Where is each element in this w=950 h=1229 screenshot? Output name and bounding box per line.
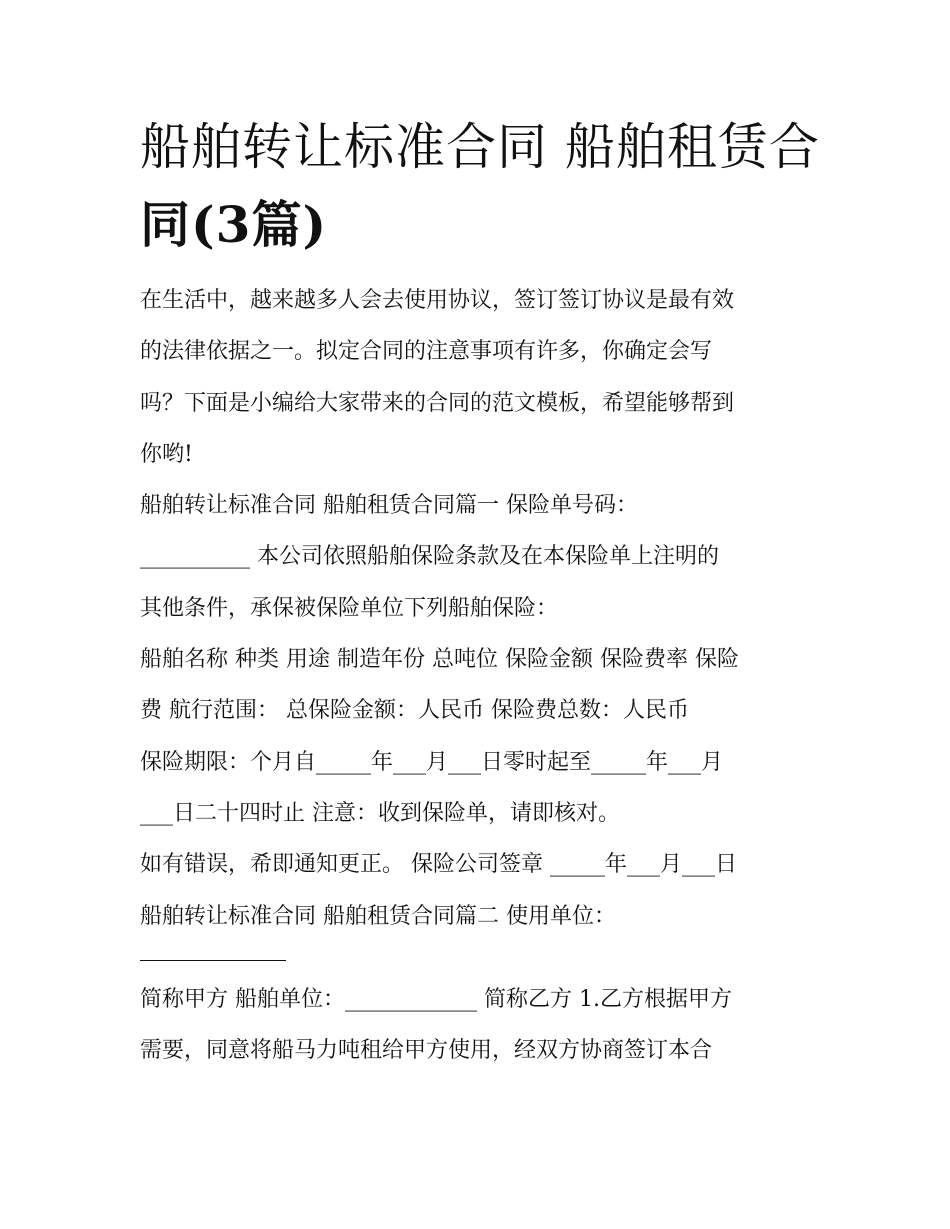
section-two-line: 需要，同意将船马力吨租给甲方使用，经双方协商签订本合 — [140, 1038, 713, 1064]
section-one-line: 船舶转让标准合同 船舶租赁合同篇一 保险单号码： — [140, 493, 638, 519]
section-two-paragraph — [140, 891, 840, 1077]
blank-rule — [140, 960, 286, 961]
ship-table-line: 费 航行范围： 总保险金额：人民币 保险费总数：人民币 — [140, 698, 689, 724]
closing-line: 如有错误，希即通知更正。 保险公司签章 _____年___月___日 — [140, 852, 737, 878]
insurance-period-line: ___日二十四时止 注意：收到保险单，请即核对。 — [140, 800, 620, 826]
ship-table-line: 船舶名称 种类 用途 制造年份 总吨位 保险金额 保险费率 保险 — [140, 647, 739, 673]
section-one-line: 其他条件，承保被保险单位下列船舶保险： — [140, 595, 559, 621]
section-one-paragraph — [140, 480, 840, 634]
intro-paragraph — [140, 275, 840, 480]
intro-line: 吗？下面是小编给大家带来的合同的范文模板，希望能够帮到 — [140, 390, 735, 416]
ship-table-paragraph — [140, 634, 840, 737]
section-two-line: 简称甲方 船舶单位：____________ 简称乙方 1.乙方根据甲方 — [140, 986, 732, 1012]
insurance-period-paragraph — [140, 737, 840, 840]
document-body — [140, 275, 840, 1076]
section-one-line: __________ 本公司依照船舶保险条款及在本保险单上注明的 — [140, 544, 719, 570]
document-title — [140, 108, 830, 264]
intro-line: 在生活中，越来越多人会去使用协议，签订签订协议是最有效 — [140, 288, 735, 313]
intro-line: 你哟! — [140, 441, 193, 467]
insurance-period-line: 保险期限：个月自_____年___月___日零时起至_____年___月 — [140, 749, 724, 775]
signature-blank — [140, 942, 840, 974]
title-line-2: 同(3篇) — [140, 195, 328, 254]
closing-paragraph — [140, 839, 840, 890]
title-line-1: 船舶转让标准合同 船舶租赁合 — [140, 118, 820, 176]
intro-line: 的法律依据之一。拟定合同的注意事项有许多，你确定会写 — [140, 339, 713, 365]
section-two-line: 船舶转让标准合同 船舶租赁合同篇二 使用单位： — [140, 903, 616, 929]
